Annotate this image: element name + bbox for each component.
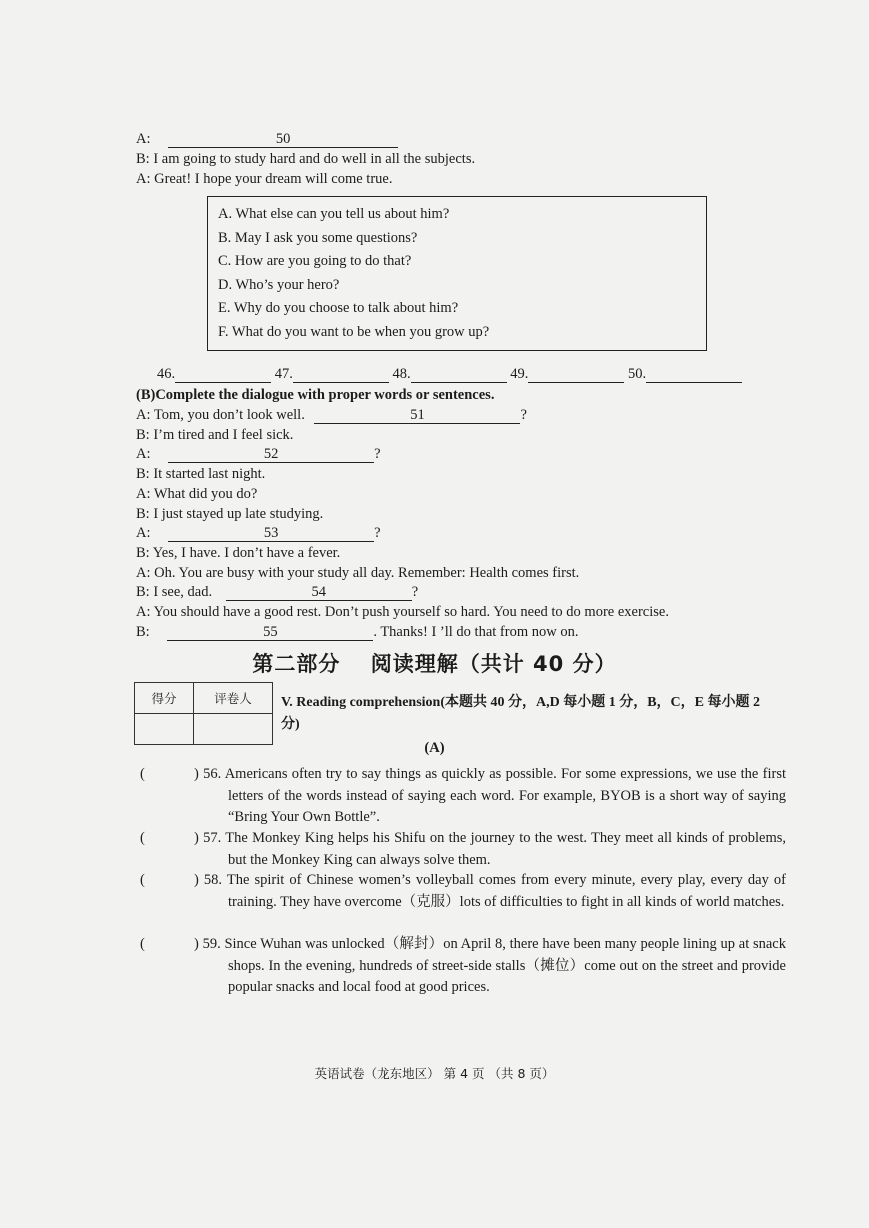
blank-55[interactable]: 55 xyxy=(167,624,373,641)
grader-header: 评卷人 xyxy=(194,683,273,714)
blank-54[interactable]: 54 xyxy=(226,584,412,601)
score-table xyxy=(134,682,273,745)
answer-blank-46[interactable] xyxy=(175,367,271,383)
dialogue-line: A: Great! I hope your dream will come true. xyxy=(136,171,393,187)
answer-paren[interactable]: ( xyxy=(140,872,145,888)
blank-50[interactable]: 50 xyxy=(168,131,398,148)
reading-heading: V. Reading comprehension(本题共 40 分，A,D 每小题 1 分，B，C，E 每小题 2 分) xyxy=(281,695,761,732)
answer-paren[interactable]: ( xyxy=(140,830,145,846)
dialogue-line: B: It started last night. xyxy=(136,466,266,482)
dialogue-line-51: A: Tom, you don’t look well. 51 ? xyxy=(136,407,527,423)
option-a: A. What else can you tell us about him? xyxy=(218,206,450,222)
dialogue-line: B: Yes, I have. I don’t have a fever. xyxy=(136,545,341,561)
dialogue-line: B: I’m tired and I feel sick. xyxy=(136,427,294,443)
dialogue-line: B: I just stayed up late studying. xyxy=(136,506,324,522)
option-c: C. How are you going to do that? xyxy=(218,253,412,270)
question-59: ( ) 59. Since Wuhan was unlocked（解封）on April 8, there have been many people lining up at snack shops. In the evening, hundreds of street-side stalls（摊位）come out on the street and provide popular snacks and local food at good prices. xyxy=(140,936,786,995)
blank-53[interactable]: 53 xyxy=(168,525,374,542)
question-56: ( ) 56. Americans often try to say things as quickly as possible. For some expressions, we use the first letters of the words instead of saying each word. For example, BYOB is a short way of saying “Bring Your Own Bottle”. xyxy=(140,766,786,825)
option-e: E. Why do you choose to talk about him? xyxy=(218,300,459,317)
answer-blank-49[interactable] xyxy=(528,367,624,383)
page-footer: 英语试卷（龙东地区） 第 4 页 （共 8 页） xyxy=(314,1066,555,1081)
options-box xyxy=(207,196,707,351)
question-57: ( ) 57. The Monkey King helps his Shifu on the journey to the west. They meet all kinds of problems, but the Monkey King can always solve them. xyxy=(140,830,786,868)
answer-blank-48[interactable] xyxy=(411,367,507,383)
dialogue-line-53: A: 53 ? xyxy=(136,525,381,541)
score-header: 得分 xyxy=(135,683,194,714)
dialogue-line-50: A: 50 xyxy=(136,130,398,148)
answer-paren[interactable]: ( xyxy=(140,936,145,952)
dialogue-line-52: A: 52 ? xyxy=(136,446,381,462)
option-f: F. What do you want to be when you grow up? xyxy=(218,323,490,340)
dialogue-line: A: Oh. You are busy with your study all day. Remember: Health comes first. xyxy=(136,565,580,581)
part-b-instruction: (B)Complete the dialogue with proper words or sentences. xyxy=(136,387,495,403)
option-b: B. May I ask you some questions? xyxy=(218,229,418,246)
dialogue-line: A: You should have a good rest. Don’t push yourself so hard. You need to do more exercise. xyxy=(136,604,669,620)
question-58: ( ) 58. The spirit of Chinese women’s volleyball comes from every minute, every play, every day of training. They have overcome（克服）lots of difficulties to fight in all kinds of world matches. xyxy=(140,872,786,910)
answer-row: 46. 47. 48. 49. 50. xyxy=(157,366,742,383)
dialogue-line-55: B: 55 . Thanks! I ’ll do that from now on. xyxy=(136,624,579,640)
section-title: 第二部分 阅读理解（共计 40 分） xyxy=(252,652,617,676)
dialogue-line: B: I am going to study hard and do well in all the subjects. xyxy=(136,151,476,167)
blank-52[interactable]: 52 xyxy=(168,446,374,463)
blank-51[interactable]: 51 xyxy=(314,407,520,424)
answer-blank-50[interactable] xyxy=(646,367,742,383)
dialogue-line-54: B: I see, dad. 54 ? xyxy=(136,584,419,600)
option-d: D. Who’s your hero? xyxy=(218,276,340,293)
answer-paren[interactable]: ( xyxy=(140,766,145,782)
answer-blank-47[interactable] xyxy=(293,367,389,383)
dialogue-line: A: What did you do? xyxy=(136,486,258,502)
subsection-a-title: (A) xyxy=(424,740,445,756)
